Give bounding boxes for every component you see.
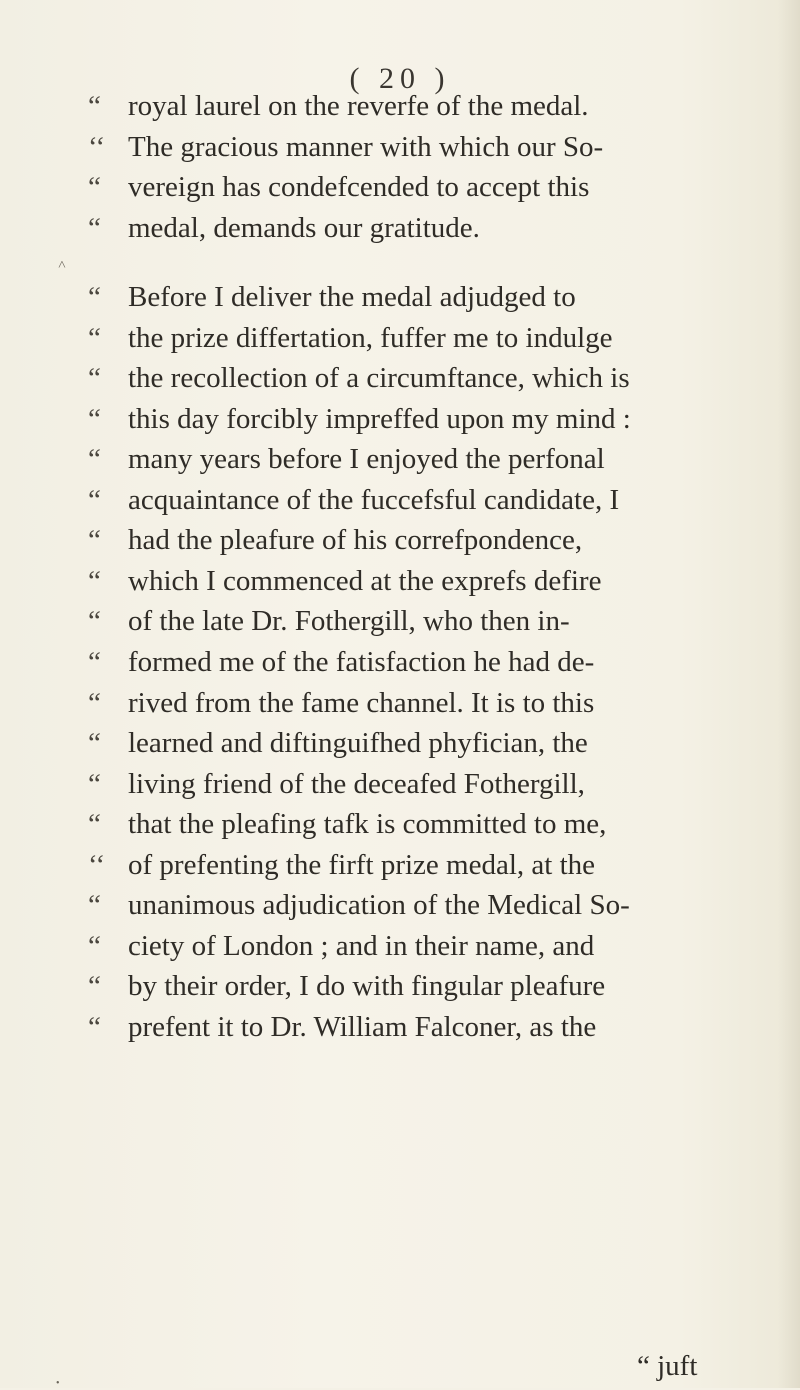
line-text: Before I deliver the medal adjudged to [128, 281, 576, 313]
line-text: that the pleafing tafk is committed to me, [128, 808, 607, 841]
quote-mark: “ [88, 686, 101, 719]
text-line [88, 926, 768, 966]
text-line [88, 127, 768, 167]
margin-mark: ˄ [58, 258, 66, 273]
quote-mark: “ [88, 483, 101, 516]
line-text: living friend of the deceafed Fothergill, [128, 767, 585, 800]
page-number: ( 20 ) [349, 62, 451, 95]
text-line [88, 561, 768, 601]
text-line [88, 520, 768, 560]
line-text: ciety of London ; and in their name, and [128, 929, 595, 962]
quote-mark: “ [88, 1010, 101, 1043]
line-text: royal laurel on the reverfe of the medal. [128, 90, 589, 122]
quote-mark: “ [88, 929, 101, 962]
line-text: medal, demands our gratitude. [128, 211, 480, 244]
page-edge-shadow [778, 0, 800, 1388]
line-text: acquaintance of the fuccefsful candidate, I [128, 483, 620, 516]
catchword: “ juft [637, 1350, 698, 1382]
quote-mark: “ [88, 564, 101, 597]
line-text: the recollection of a circumftance, which is [128, 362, 630, 395]
line-text: had the pleafure of his correfpondence, [128, 524, 583, 557]
line-text: which I commenced at the exprefs defire [128, 564, 602, 597]
text-line [88, 358, 768, 398]
quote-mark: “ [88, 889, 101, 922]
quote-mark: “ [88, 443, 101, 476]
quote-mark: “ [88, 808, 101, 841]
text-line [88, 167, 768, 207]
quote-mark: “ [88, 362, 101, 395]
quote-mark: “ [88, 970, 101, 1003]
margin-dot: • [56, 1378, 60, 1389]
quote-mark: ‘‘ [88, 130, 106, 163]
quote-mark: “ [88, 281, 101, 313]
line-text: this day forcibly impreffed upon my mind : [128, 402, 631, 435]
line-text: of the late Dr. Fothergill, who then in- [128, 605, 570, 638]
text-line [88, 723, 768, 763]
line-text: rived from the fame channel. It is to this [128, 686, 595, 719]
text-line [88, 399, 768, 439]
text-line [88, 480, 768, 520]
line-text: formed me of the fatisfaction he had de- [128, 645, 595, 678]
quote-mark: “ [88, 211, 101, 244]
text-line [88, 683, 768, 723]
text-line [88, 318, 768, 358]
quote-mark: “ [88, 727, 101, 760]
text-line [88, 966, 768, 1006]
line-text: unanimous adjudication of the Medical So- [128, 889, 630, 922]
line-text: The gracious manner with which our So- [128, 130, 604, 163]
line-text: of prefenting the firft prize medal, at the [128, 848, 596, 881]
text-line [88, 804, 768, 844]
text-line [88, 277, 768, 317]
quote-mark: ‘‘ [88, 848, 106, 881]
text-line [88, 642, 768, 682]
quote-mark: “ [88, 171, 101, 203]
quote-mark: “ [88, 605, 101, 638]
line-text: learned and diftinguifhed phyfician, the [128, 727, 588, 760]
text-line [88, 601, 768, 641]
quote-mark: “ [88, 90, 101, 122]
text-line [88, 764, 768, 804]
quote-mark: “ [88, 645, 101, 678]
line-text: vereign has condefcended to accept this [128, 171, 590, 203]
quote-mark: “ [88, 402, 101, 435]
text-line [88, 86, 768, 126]
line-text: prefent it to Dr. William Falconer, as the [128, 1010, 597, 1043]
quote-mark: “ [88, 321, 101, 354]
text-line [88, 1007, 768, 1047]
line-text: many years before I enjoyed the perfonal [128, 443, 605, 476]
text-line [88, 208, 768, 248]
quote-mark: “ [88, 767, 101, 800]
line-text: by their order, I do with fingular pleafure [128, 970, 606, 1003]
quote-mark: “ [88, 524, 101, 557]
text-line [88, 845, 768, 885]
text-line [88, 439, 768, 479]
text-line [88, 885, 768, 925]
line-text: the prize differtation, fuffer me to indulge [128, 321, 613, 354]
